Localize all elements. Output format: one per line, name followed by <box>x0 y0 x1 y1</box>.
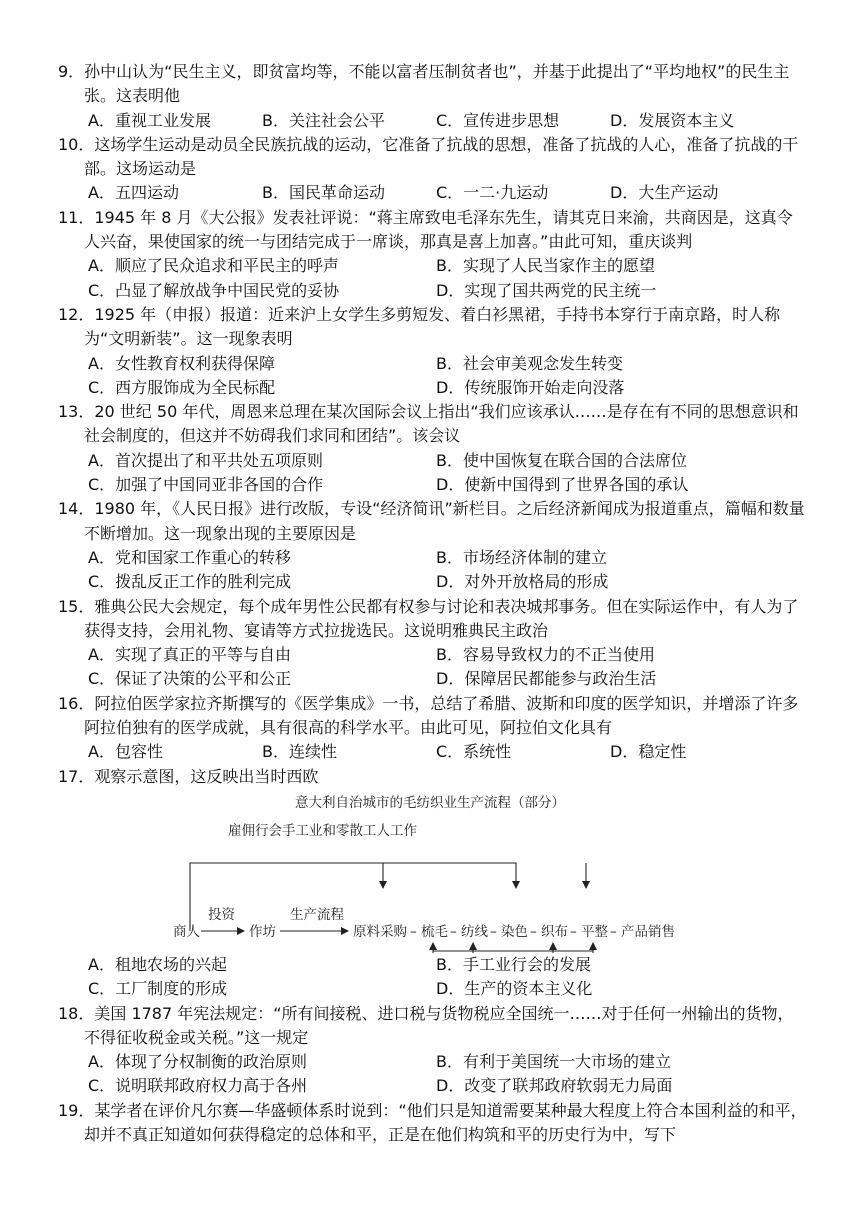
options-row-1 <box>58 254 808 278</box>
options-row-2 <box>58 570 808 594</box>
dash: – <box>530 923 537 940</box>
step-sales: 产品销售 <box>621 923 675 940</box>
option-b[interactable]: B．关注社会公平 <box>262 110 385 130</box>
question-stem: 13．20 世纪 50 年代，周恩来总理在某次国际会议上指出“我们应该承认……是存在有不同的思想意识和社会制度的，但这并不妨碍我们求同和团结”。该会议 <box>58 402 799 446</box>
option-d[interactable]: D．发展资本主义 <box>610 110 735 130</box>
option-c[interactable]: C．工厂制度的形成 <box>88 979 228 999</box>
options <box>58 109 808 133</box>
question-stem: 14．1980 年，《人民日报》进行改版，专设“经济简讯”新栏目。之后经济新闻成为报道重点，篇幅和数量不断增加。这一现象出现的主要原因是 <box>58 499 805 543</box>
question-stem: 17．观察示意图，这反映出当时西欧 <box>58 766 319 786</box>
options <box>58 740 808 764</box>
option-c[interactable]: C．说明联邦政府权力高于各州 <box>88 1076 308 1096</box>
question-11 <box>58 206 808 303</box>
exam-page <box>58 60 808 1147</box>
options-row-2 <box>58 279 808 303</box>
options-row-2 <box>58 977 808 1001</box>
step-dyeing: 染色 <box>501 923 528 940</box>
options-row-1 <box>58 953 808 977</box>
dash: – <box>610 923 617 940</box>
option-d[interactable]: D．稳定性 <box>610 742 687 762</box>
question-stem: 19．某学者在评价凡尔赛—华盛顿体系时说到：“他们只是知道需要某种最大程度上符合本国利益的和平，却并不真正知道如何获得稳定的总体和平，正是在他们构筑和平的历史行为中，写下 <box>58 1100 807 1144</box>
option-b[interactable]: B．市场经济体制的建立 <box>436 547 607 567</box>
question-13 <box>58 400 808 497</box>
option-b[interactable]: B．有利于美国统一大市场的建立 <box>436 1052 671 1072</box>
option-d[interactable]: D．保障居民都能参与政治生活 <box>436 669 657 689</box>
step-finishing: 平整 <box>581 923 608 940</box>
question-14 <box>58 497 808 594</box>
option-d[interactable]: D．使新中国得到了世界各国的承认 <box>436 475 689 495</box>
question-16 <box>58 692 808 765</box>
options-row-1 <box>58 449 808 473</box>
options <box>58 181 808 205</box>
options-row-1 <box>58 643 808 667</box>
option-c[interactable]: C．加强了中国同亚非各国的合作 <box>88 475 324 495</box>
option-d[interactable]: D．大生产运动 <box>610 183 719 203</box>
flow-label: 生产流程 <box>290 906 344 923</box>
option-b[interactable]: B．实现了人民当家作主的愿望 <box>436 256 655 276</box>
question-15 <box>58 595 808 692</box>
question-stem: 16．阿拉伯医学家拉齐斯撰写的《医学集成》一书，总结了希腊、波斯和印度的医学知识，并增添了许多阿拉伯独有的医学成就，具有很高的科学水平。由此可见，阿拉伯文化具有 <box>58 693 799 738</box>
option-a[interactable]: A．党和国家工作重心的转移 <box>88 547 291 567</box>
option-c[interactable]: C．保证了决策的公平和公正 <box>88 669 292 689</box>
options-row-1 <box>58 352 808 376</box>
question-stem: 10．这场学生运动是动员全民族抗战的运动，它准备了抗战的思想，准备了抗战的人心，准备了抗战的干部。这场运动是 <box>58 134 799 179</box>
option-b[interactable]: B．社会审美观念发生转变 <box>436 353 623 373</box>
option-c[interactable]: C．一二·九运动 <box>436 183 549 203</box>
option-a[interactable]: A．体现了分权制衡的政治原则 <box>88 1052 307 1072</box>
workshop-label: 作坊 <box>249 923 276 940</box>
option-b[interactable]: B．使中国恢复在联合国的合法席位 <box>436 450 687 470</box>
option-a[interactable]: A．实现了真正的平等与自由 <box>88 645 291 665</box>
diagram-title: 意大利自治城市的毛纺织业生产流程（部分） <box>295 794 565 811</box>
option-b[interactable]: B．国民革命运动 <box>262 183 385 203</box>
options-row-2 <box>58 1074 808 1098</box>
options-row-1 <box>58 1050 808 1074</box>
dash: – <box>450 923 457 940</box>
flow-diagram-svg <box>58 791 808 953</box>
question-19 <box>58 1099 808 1148</box>
option-d[interactable]: D．实现了国共两党的民主统一 <box>436 280 657 300</box>
option-d[interactable]: D．对外开放格局的形成 <box>436 572 609 592</box>
question-18 <box>58 1002 808 1099</box>
option-b[interactable]: B．手工业行会的发展 <box>436 954 591 974</box>
merchant-label: 商人 <box>173 923 200 940</box>
production-flow-diagram <box>58 791 808 953</box>
invest-label: 投资 <box>208 906 235 923</box>
question-stem: 18．美国 1787 年宪法规定：“所有间接税、进口税与货物税应全国统一……对于任何一州输出的货物，不得征收税金或关税。”这一规定 <box>58 1003 794 1047</box>
step-combing: 梳毛 <box>421 923 448 940</box>
top-flow-label: 雇佣行会手工业和零散工人工作 <box>228 822 417 839</box>
question-stem: 9．孙中山认为“民生主义，即贫富均等，不能以富者压制贫者也”，并基于此提出了“平均地权”的民生主张。这表明他 <box>58 62 790 106</box>
option-a[interactable]: A．顺应了民众追求和平民主的呼声 <box>88 256 339 276</box>
hire-flow-arrow <box>190 863 516 931</box>
step-purchase: 原料采购 <box>353 923 407 940</box>
option-d[interactable]: D．生产的资本主义化 <box>436 979 593 999</box>
option-a[interactable]: A．五四运动 <box>88 183 179 203</box>
option-d[interactable]: D．改变了联邦政府软弱无力局面 <box>436 1076 673 1096</box>
options-row-2 <box>58 667 808 691</box>
question-stem: 11．1945 年 8 月《大公报》发表社评说：“蒋主席致电毛泽东先生，请其克日来渝，共商因是，这真令人兴奋，果使国家的统一与团结完成于一席谈，那真是喜上加喜。”由此可知，重庆谈判 <box>58 207 793 252</box>
dash: – <box>570 923 577 940</box>
option-a[interactable]: A．包容性 <box>88 742 163 762</box>
question-stem: 15．雅典公民大会规定，每个成年男性公民都有权参与讨论和表决城邦事务。但在实际运作中，有人为了获得支持，会用礼物、宴请等方式拉拢选民。这说明雅典民主政治 <box>58 596 799 640</box>
option-a[interactable]: A．首次提出了和平共处五项原则 <box>88 450 323 470</box>
option-c[interactable]: C．宣传进步思想 <box>436 110 560 130</box>
options-row-1 <box>58 546 808 570</box>
question-17 <box>58 765 808 1002</box>
option-c[interactable]: C．拨乱反正工作的胜利完成 <box>88 572 292 592</box>
dash: – <box>410 923 417 940</box>
question-9 <box>58 60 808 133</box>
options-row-2 <box>58 473 808 497</box>
option-a[interactable]: A．女性教育权利获得保障 <box>88 353 275 373</box>
option-a[interactable]: A．重视工业发展 <box>88 110 211 130</box>
option-c[interactable]: C．凸显了解放战争中国民党的妥协 <box>88 280 340 300</box>
option-b[interactable]: B．连续性 <box>262 742 337 762</box>
step-weaving: 织布 <box>541 923 568 940</box>
dash: – <box>490 923 497 940</box>
option-c[interactable]: C．西方服饰成为全民标配 <box>88 377 276 397</box>
step-spinning: 纺线 <box>461 923 488 940</box>
option-c[interactable]: C．系统性 <box>436 742 512 762</box>
options-row-2 <box>58 376 808 400</box>
option-a[interactable]: A．租地农场的兴起 <box>88 954 227 974</box>
question-12 <box>58 303 808 400</box>
option-d[interactable]: D．传统服饰开始走向没落 <box>436 377 625 397</box>
option-b[interactable]: B．容易导致权力的不正当使用 <box>436 645 655 665</box>
question-stem: 12．1925 年（申报）报道：近来沪上女学生多剪短发、着白衫黑裙，手持书本穿行于南京路，时人称为“文明新装”。这一现象表明 <box>58 304 781 349</box>
question-10 <box>58 133 808 206</box>
